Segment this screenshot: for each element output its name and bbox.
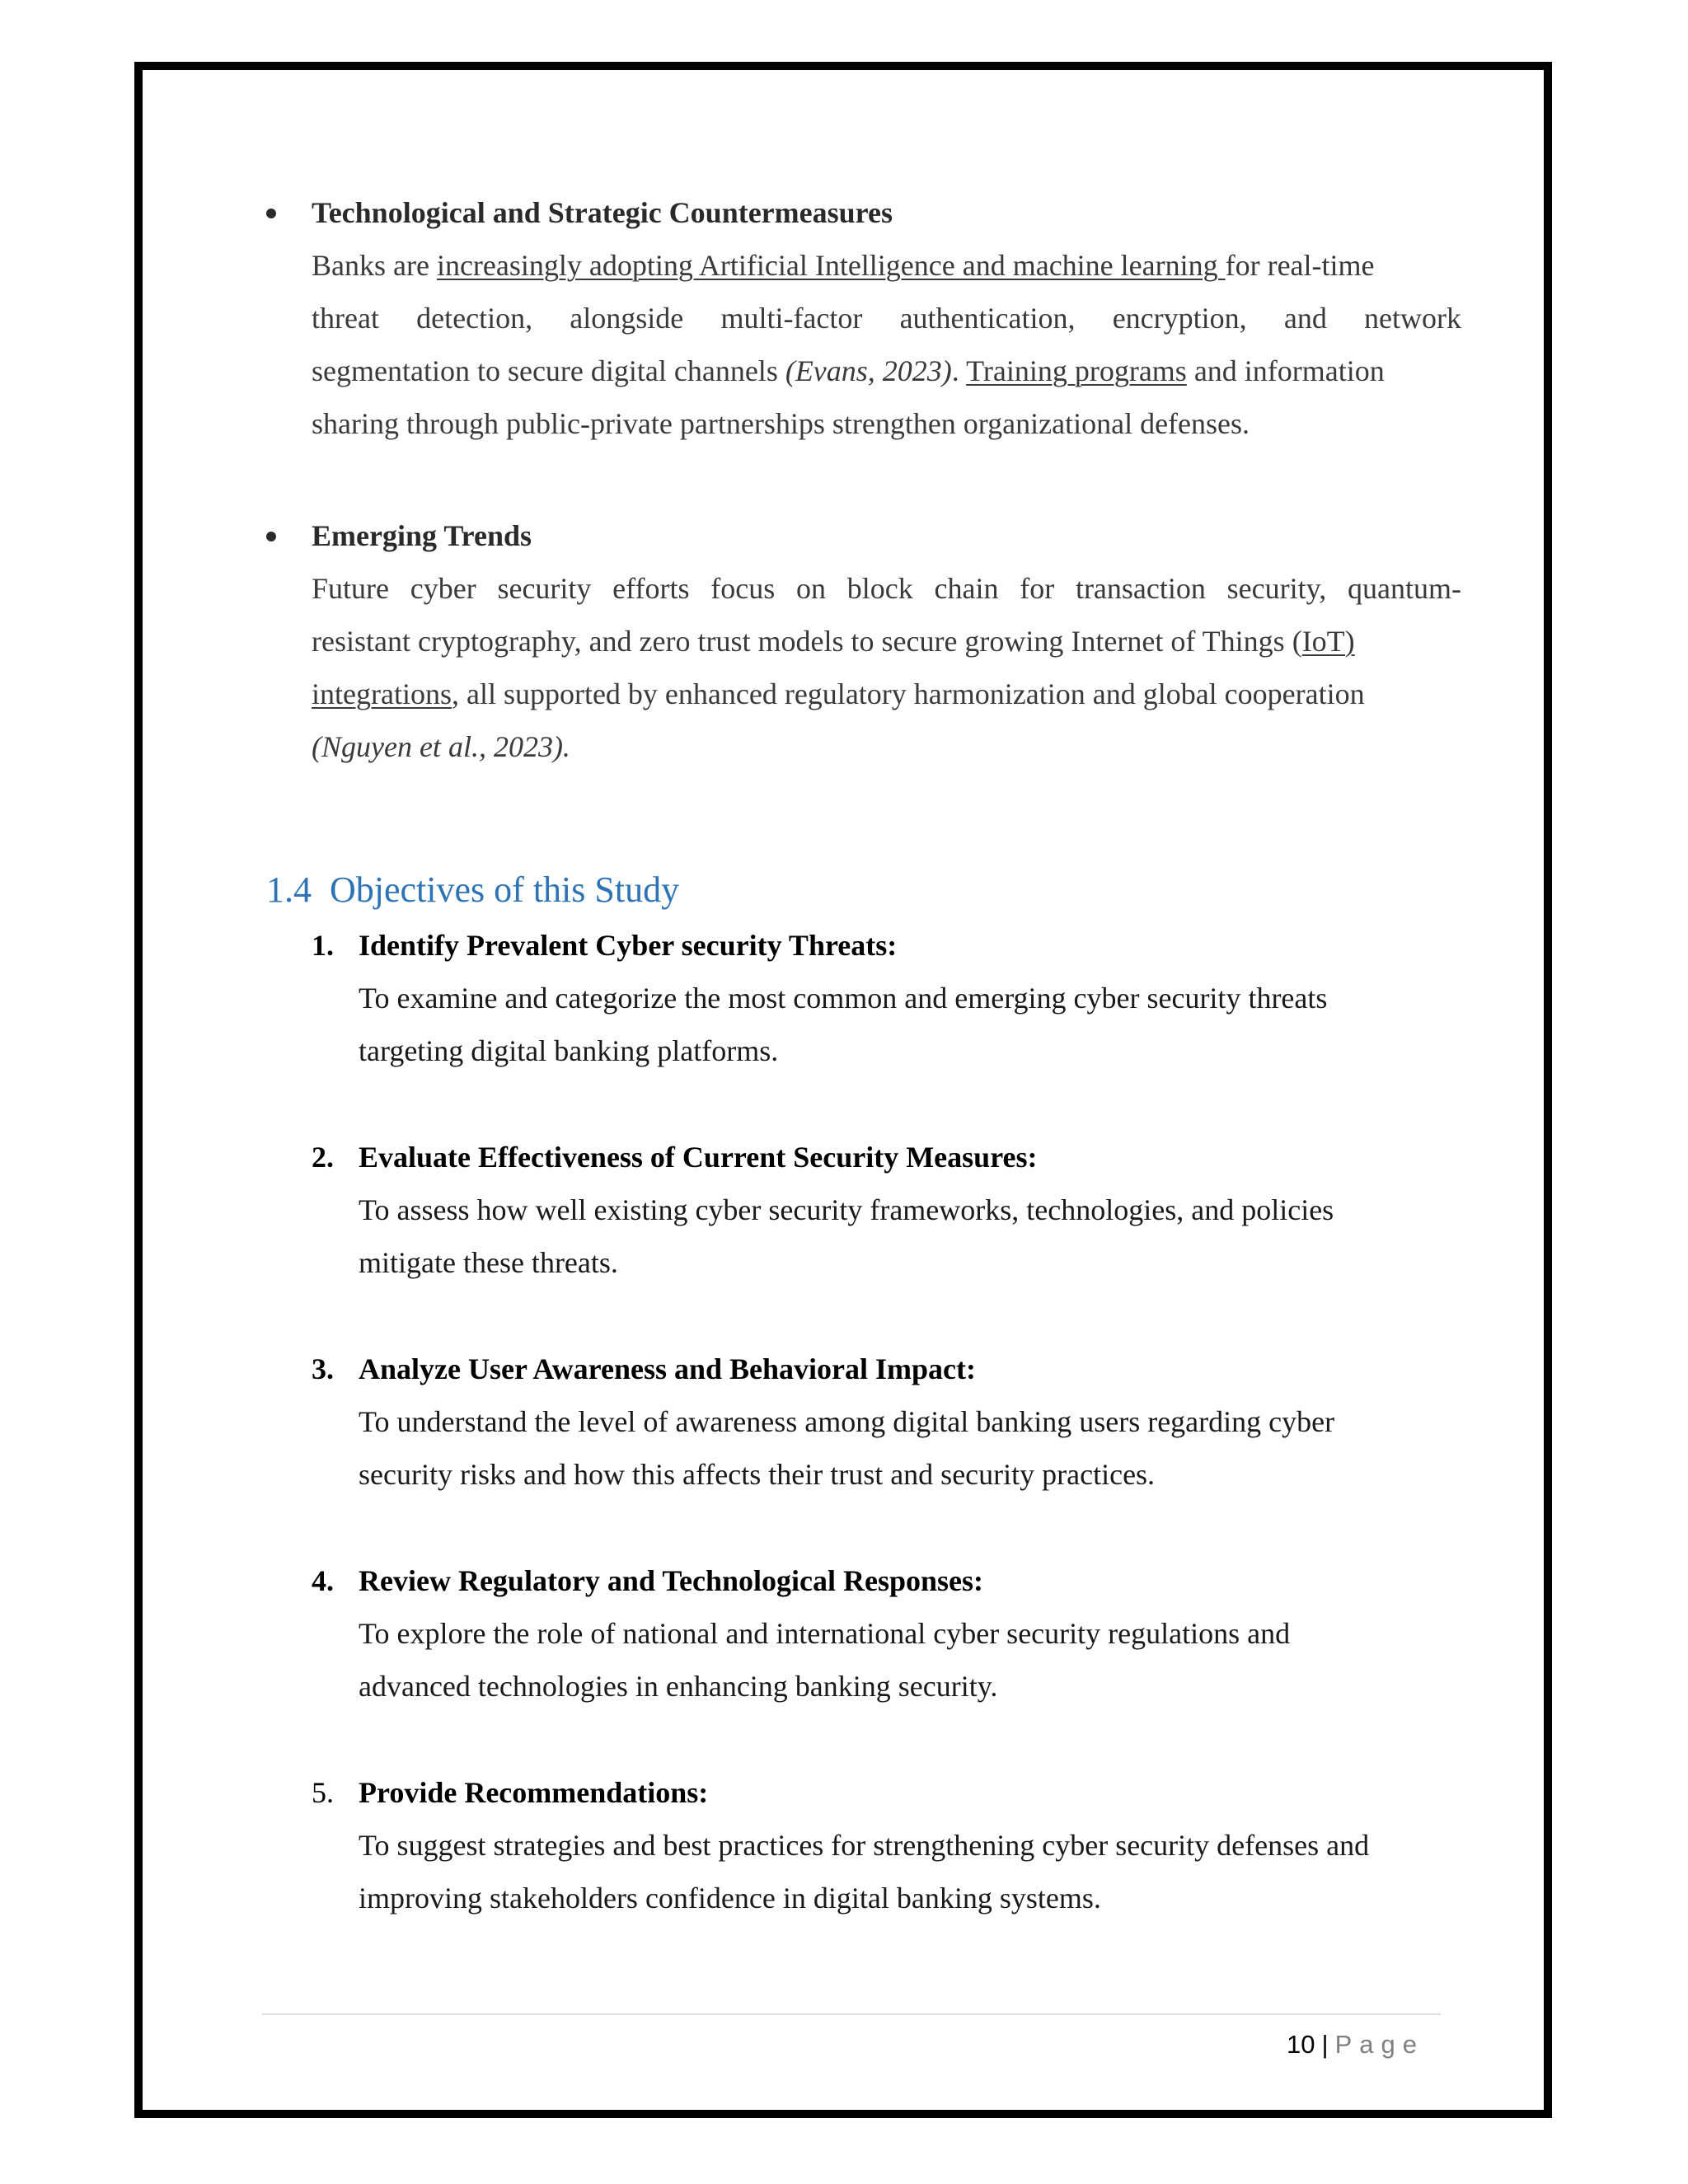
section-heading	[266, 865, 679, 915]
objective-text-line: To understand the level of awareness among digital banking users regarding cyber	[359, 1405, 1335, 1438]
page-number: 10	[1287, 2030, 1315, 2059]
footer-separator: |	[1321, 2030, 1329, 2059]
objective-number: 1.	[312, 929, 334, 962]
citation: (Nguyen et al., 2023).	[312, 730, 570, 763]
objective-title: Identify Prevalent Cyber security Threats:	[359, 929, 898, 962]
objective-text-line: mitigate these threats.	[359, 1246, 618, 1279]
underlined-phrase: IoT)	[1301, 625, 1355, 658]
objective-number: 4.	[312, 1564, 334, 1597]
objective-title: Analyze User Awareness and Behavioral Impact:	[359, 1352, 976, 1385]
page-footer	[1287, 2027, 1424, 2063]
page-label: Page	[1334, 2030, 1424, 2059]
objective-text-line: security risks and how this affects their trust and security practices.	[359, 1458, 1156, 1491]
paragraph-line: sharing through public-private partnerships strengthen organizational defenses.	[312, 407, 1250, 440]
paragraph-line: segmentation to secure digital channels (Evans, 2023). Training programs and information	[312, 354, 1385, 387]
objective-text-line: advanced technologies in enhancing banking security.	[359, 1670, 998, 1703]
underlined-phrase: Training programs	[966, 354, 1187, 387]
underlined-phrase: integrations	[312, 677, 452, 710]
objective-title: Review Regulatory and Technological Responses:	[359, 1564, 984, 1597]
paragraph-line: Banks are increasingly adopting Artificial Intelligence and machine learning for real-time	[312, 249, 1375, 282]
footer-divider	[262, 2013, 1441, 2015]
objective-text-line: To assess how well existing cyber security frameworks, technologies, and policies	[359, 1193, 1334, 1226]
objective-text-line: To suggest strategies and best practices for strengthening cyber security defenses and	[359, 1829, 1370, 1862]
bullet-dot-icon	[266, 532, 276, 541]
citation: (Evans, 2023)	[785, 354, 952, 387]
objective-text-line: improving stakeholders confidence in digital banking systems.	[359, 1882, 1101, 1915]
section-title: Objectives of this Study	[330, 869, 680, 910]
paragraph-line: threat detection, alongside multi-factor authentication, encryption, and network	[312, 302, 1461, 335]
paragraph-line: Future cyber security efforts focus on block chain for transaction security, quantum-	[312, 572, 1461, 605]
paragraph-line: integrations, all supported by enhanced regulatory harmonization and global cooperation	[312, 677, 1365, 710]
underlined-phrase: increasingly adopting Artificial Intelligence and machine learning	[436, 249, 1226, 282]
objective-number: 5.	[312, 1776, 334, 1809]
paragraph-line: resistant cryptography, and zero trust models to secure growing Internet of Things (IoT)	[312, 625, 1355, 658]
page	[134, 62, 1552, 2118]
objective-title: Provide Recommendations:	[359, 1776, 709, 1809]
bullet-heading: Technological and Strategic Countermeasures	[312, 196, 893, 229]
bullet-heading: Emerging Trends	[312, 519, 532, 552]
objective-number: 3.	[312, 1352, 334, 1385]
objective-text-line: To explore the role of national and international cyber security regulations and	[359, 1617, 1291, 1650]
bullet-dot-icon	[266, 209, 276, 218]
objective-text-line: targeting digital banking platforms.	[359, 1034, 779, 1067]
objective-title: Evaluate Effectiveness of Current Security Measures:	[359, 1141, 1038, 1174]
section-number: 1.4	[266, 869, 312, 910]
objective-text-line: To examine and categorize the most common and emerging cyber security threats	[359, 982, 1328, 1015]
objective-number: 2.	[312, 1141, 334, 1174]
